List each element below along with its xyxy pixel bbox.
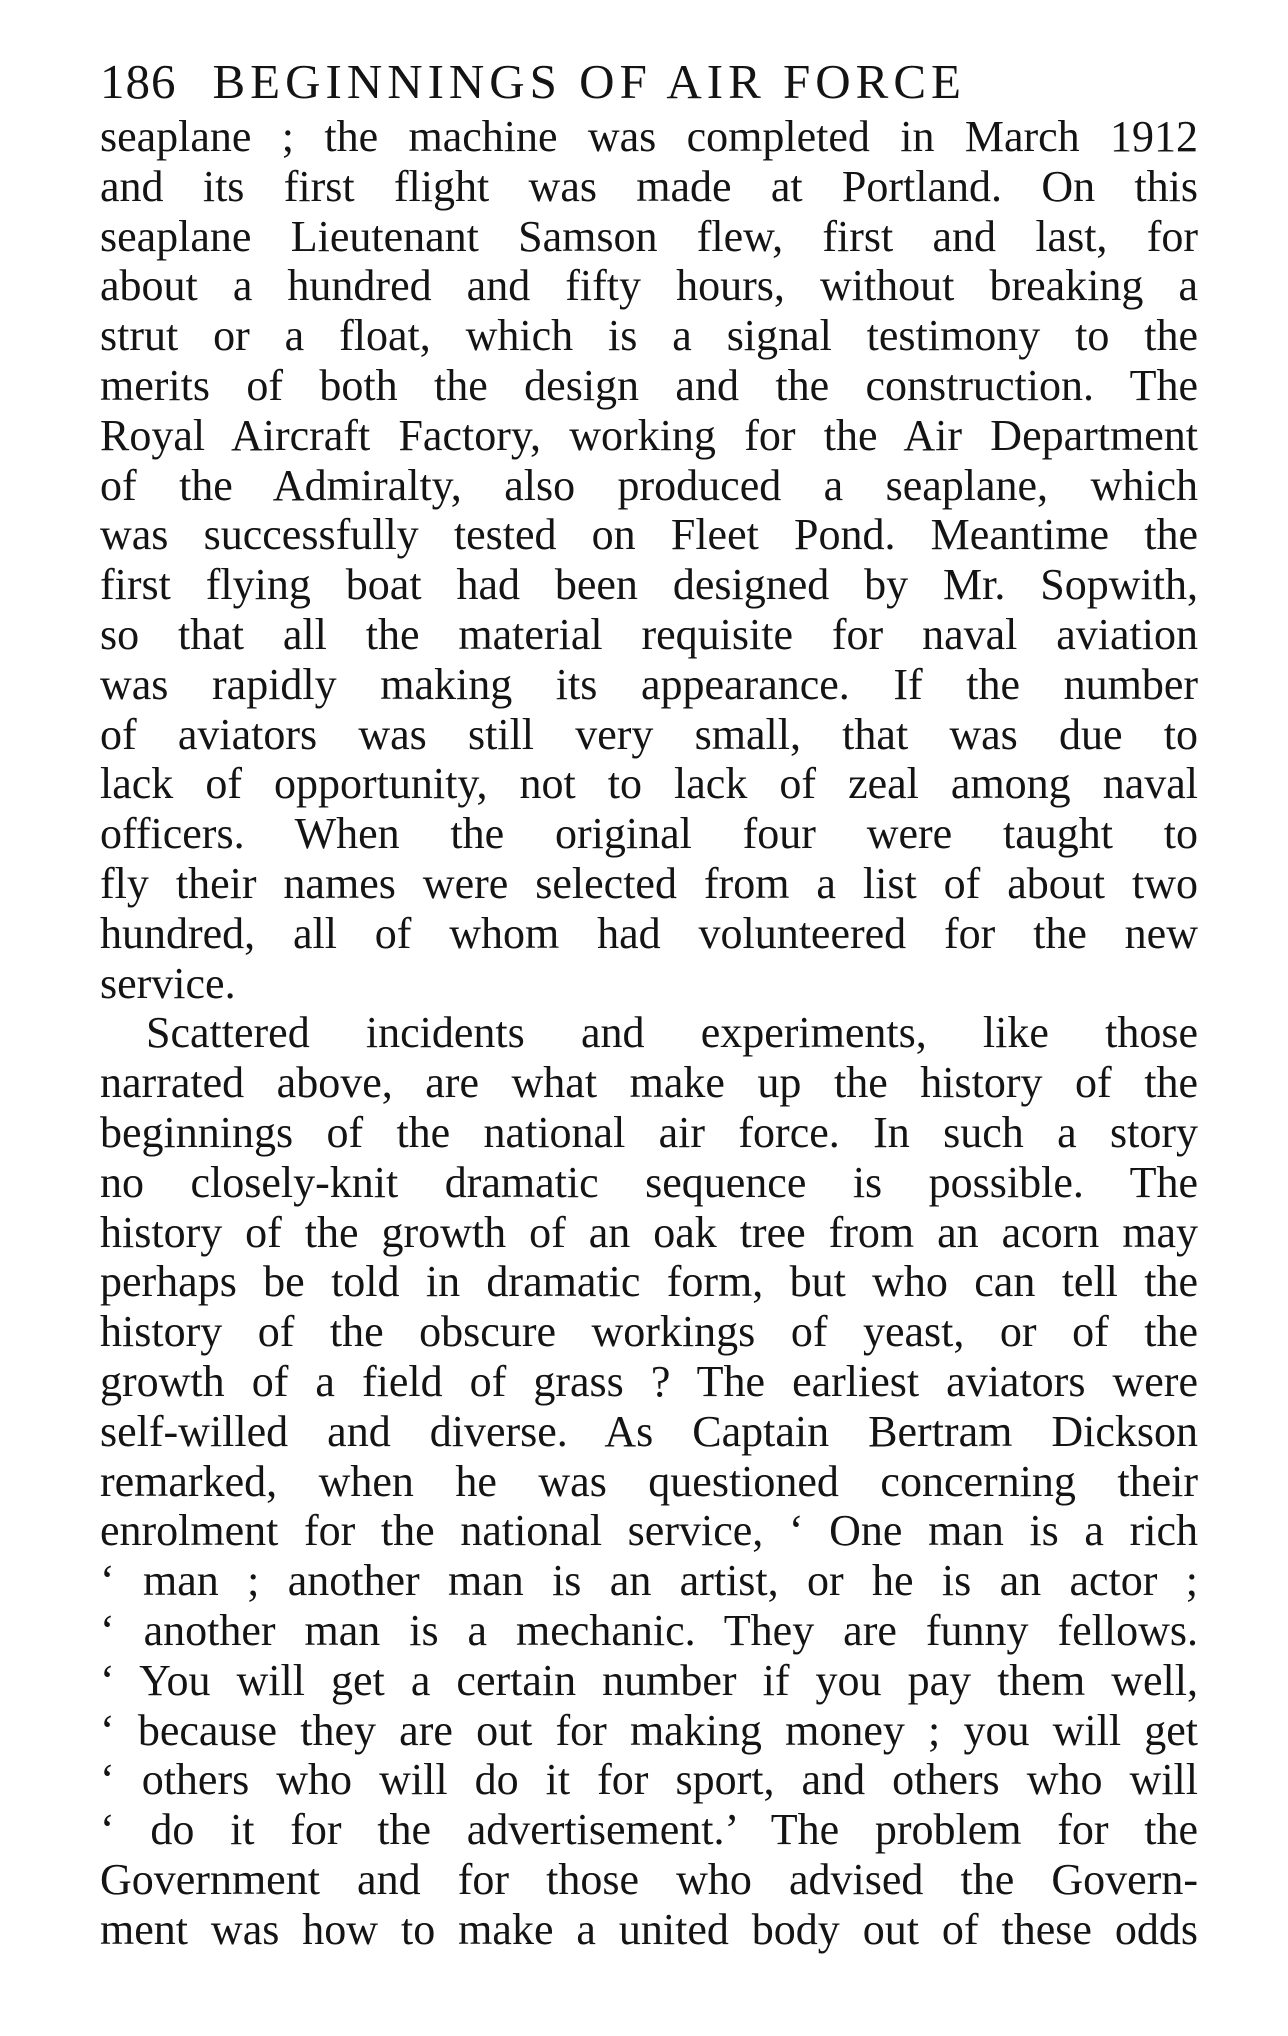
text-line: perhaps be told in dramatic form, but who can tell the	[100, 1257, 1198, 1307]
running-title: BEGINNINGS OF AIR FORCE	[212, 54, 966, 109]
text-line: self-willed and diverse. As Captain Bertram Dickson	[100, 1406, 1198, 1456]
text-line: was successfully tested on Fleet Pond. Meantime the	[100, 510, 1198, 560]
text-line: history of the growth of an oak tree from an acorn may	[100, 1207, 1198, 1257]
text-line: seaplane ; the machine was completed in March 1912	[100, 112, 1198, 161]
text-line: history of the obscure workings of yeast, or of the	[100, 1307, 1198, 1357]
body-text	[100, 112, 1198, 1954]
text-line: Royal Aircraft Factory, working for the Air Department	[100, 410, 1198, 460]
text-line: ‘ man ; another man is an artist, or he is an actor ;	[100, 1556, 1198, 1606]
text-line: growth of a field of grass ? The earliest aviators were	[100, 1356, 1198, 1406]
text-line: and its first flight was made at Portland. On this	[100, 161, 1198, 211]
text-line: Scattered incidents and experiments, like those	[146, 1008, 1198, 1058]
text-line: service.	[100, 958, 236, 1008]
paragraph	[100, 1008, 1198, 1954]
text-line: beginnings of the national air force. In such a story	[100, 1107, 1198, 1157]
text-line: fly their names were selected from a list of about two	[100, 858, 1198, 908]
text-line: ment was how to make a united body out of these odds	[100, 1904, 1198, 1954]
text-line: officers. When the original four were taught to	[100, 809, 1198, 859]
text-line: about a hundred and fifty hours, without breaking a	[100, 261, 1198, 311]
text-line: strut or a float, which is a signal testimony to the	[100, 311, 1198, 361]
text-line: hundred, all of whom had volunteered for the new	[100, 908, 1198, 958]
text-line: remarked, when he was questioned concerning their	[100, 1456, 1198, 1506]
text-line: so that all the material requisite for naval aviation	[100, 609, 1198, 659]
text-line: of aviators was still very small, that was due to	[100, 709, 1198, 759]
page-number: 186	[100, 54, 177, 109]
text-line: of the Admiralty, also produced a seaplane, which	[100, 460, 1198, 510]
text-line: first flying boat had been designed by Mr. Sopwith,	[100, 560, 1198, 610]
text-line: ‘ You will get a certain number if you pay them well,	[100, 1655, 1198, 1705]
text-line: was rapidly making its appearance. If the number	[100, 659, 1198, 709]
text-line: ‘ do it for the advertisement.’ The problem for the	[100, 1805, 1198, 1855]
running-head	[100, 52, 1198, 112]
text-line: ‘ another man is a mechanic. They are funny fellows.	[100, 1605, 1198, 1655]
text-line: no closely-knit dramatic sequence is possible. The	[100, 1157, 1198, 1207]
text-line: Government and for those who advised the Govern-	[100, 1854, 1198, 1904]
text-line: seaplane Lieutenant Samson flew, first and last, for	[100, 211, 1198, 261]
paragraph	[100, 112, 1198, 1008]
text-line: lack of opportunity, not to lack of zeal among naval	[100, 759, 1198, 809]
text-line: ‘ others who will do it for sport, and others who will	[100, 1755, 1198, 1805]
text-line: narrated above, are what make up the history of the	[100, 1058, 1198, 1108]
book-page	[100, 52, 1198, 1954]
text-line: enrolment for the national service, ‘ One man is a rich	[100, 1506, 1198, 1556]
text-line: ‘ because they are out for making money ; you will get	[100, 1705, 1198, 1755]
text-line: merits of both the design and the construction. The	[100, 360, 1198, 410]
